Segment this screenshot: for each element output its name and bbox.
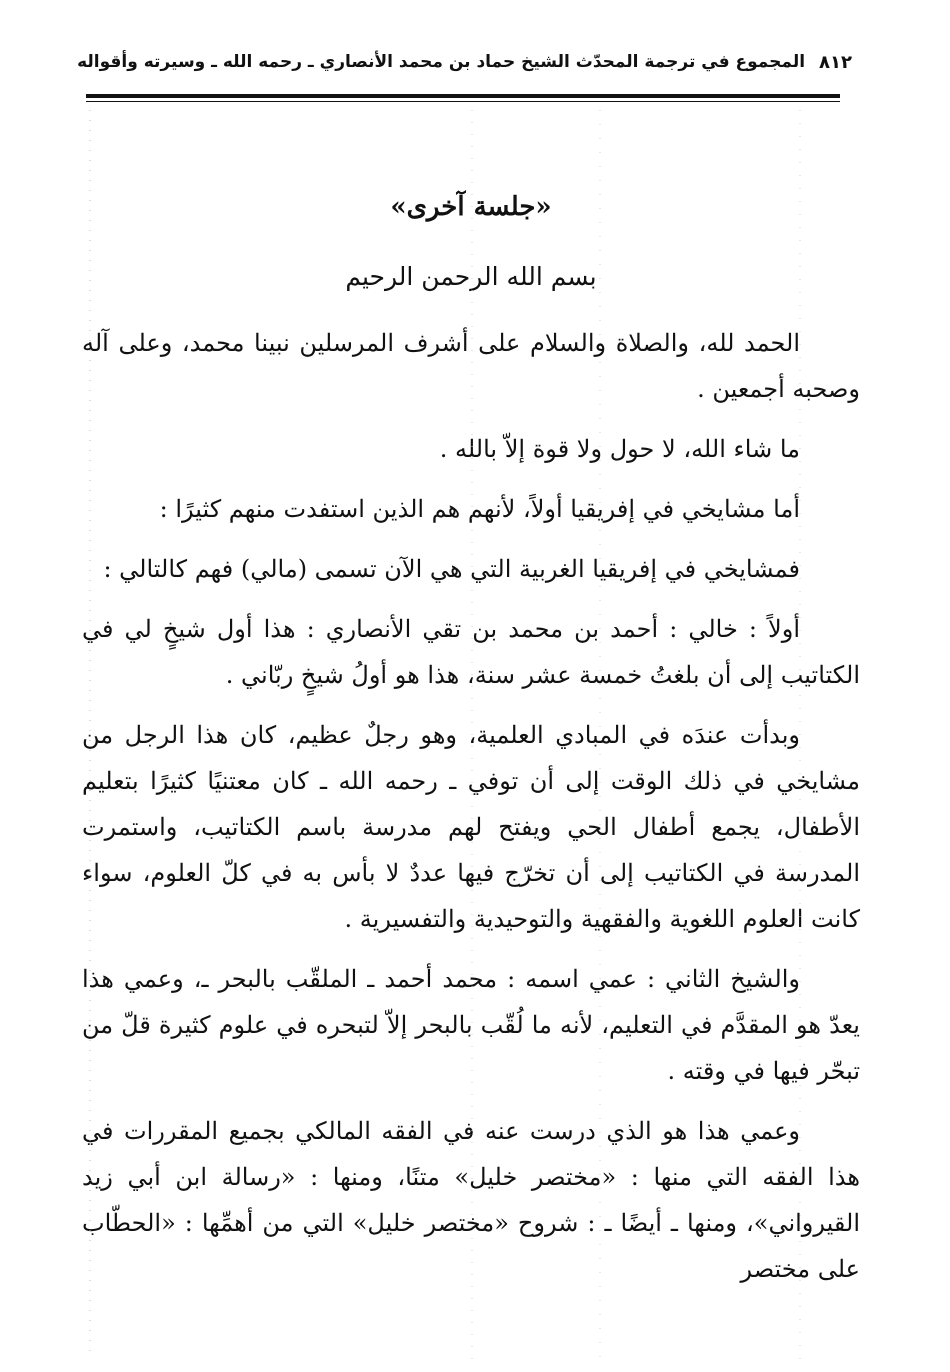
paragraph-5: أولاً : خالي : أحمد بن محمد بن تقي الأنصاري : هذا أول شيخٍ لي في الكتاتيب إلى أن بلغتُ خمسة عشر سنة، هذا هو أولُ شيخٍ ربّاني . bbox=[82, 615, 860, 689]
header-rule-thick bbox=[86, 94, 840, 98]
paragraph-3: أما مشايخي في إفريقيا أولاً، لأنهم هم الذين استفدت منهم كثيرًا : bbox=[159, 495, 800, 523]
header-rule-thin bbox=[86, 101, 840, 102]
basmala: بسم الله الرحمن الرحيم bbox=[345, 262, 597, 291]
paragraph-1: الحمد لله، والصلاة والسلام على أشرف المرسلين نبينا محمد، وعلى آله وصحبه أجمعين . bbox=[82, 329, 860, 403]
running-header bbox=[77, 44, 852, 80]
paragraph-2: ما شاء الله، لا حول ولا قوة إلاّ بالله . bbox=[439, 435, 800, 463]
running-title: المجموع في ترجمة المحدّث الشيخ حماد بن محمد الأنصاري ـ رحمه الله ـ وسيرته وأقواله bbox=[77, 52, 806, 72]
paragraph-4: فمشايخي في إفريقيا الغربية التي هي الآن تسمى (مالي) فهم كالتالي : bbox=[103, 555, 800, 583]
section-title: «جلسة آخرى» bbox=[390, 192, 552, 222]
paragraph-7: والشيخ الثاني : عمي اسمه : محمد أحمد ـ الملقّب بالبحر ـ، وعمي هذا يعدّ هو المقدَّم في التعليم، لأنه ما لُقّب بالبحر إلاّ لتبحره في علوم كثيرة قلّ من تبحّر فيها في وقته . bbox=[82, 965, 860, 1085]
paragraph-8: وعمي هذا هو الذي درست عنه في الفقه المالكي بجميع المقررات في هذا الفقه التي منها : «مختصر خليل» متنًا، ومنها : «رسالة ابن أبي زيد القيرواني»، ومنها ـ أيضًا ـ : شروح «مختصر خليل» التي من أهمِّها : «الحطّاب على مختصر bbox=[82, 1117, 860, 1283]
page-number: ٨١٢ bbox=[819, 51, 852, 73]
page-body bbox=[82, 180, 860, 1306]
paragraph-6: وبدأت عندَه في المبادي العلمية، وهو رجلٌ عظيم، كان هذا الرجل من مشايخي في ذلك الوقت إلى أن توفي ـ رحمه الله ـ كان معتنيًا كثيرًا بتعليم الأطفال، يجمع أطفال الحي ويفتح لهم مدرسة باسم الكتاتيب، واستمرت المدرسة في الكتاتيب إلى أن تخرّج فيها عددٌ لا بأس به في كلّ العلوم، سواء كانت العلوم اللغوية والفقهية والتوحيدية والتفسيرية . bbox=[82, 721, 860, 933]
